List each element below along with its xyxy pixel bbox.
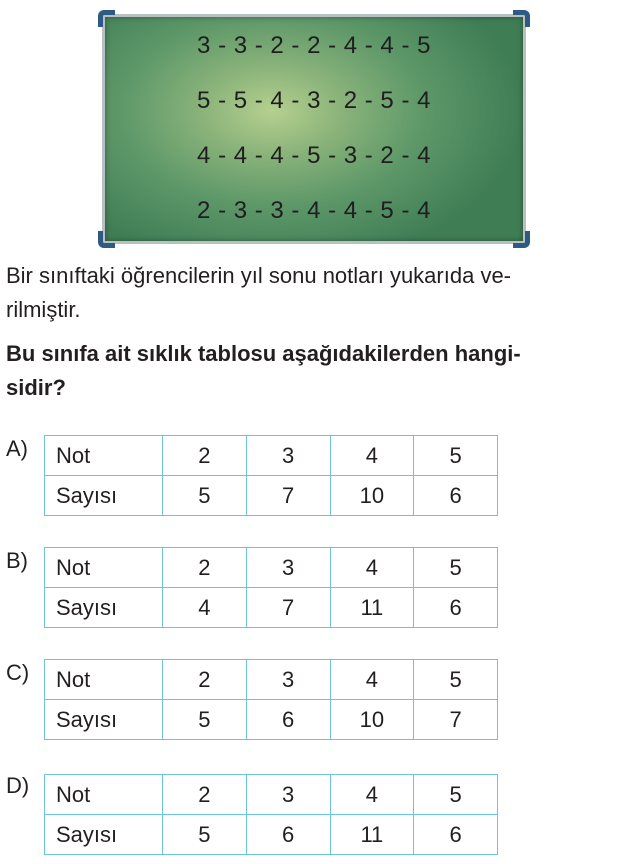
intro-line-2: rilmiştir. [6,297,81,322]
count-cell: 6 [246,815,330,855]
count-cell: 5 [163,700,247,740]
grade-cell: 3 [246,775,330,815]
board-line-4: 2 - 3 - 3 - 4 - 4 - 5 - 4 [197,197,431,224]
row-header-not: Not [45,775,163,815]
row-header-sayisi: Sayısı [45,476,163,516]
count-cell: 6 [414,588,498,628]
table-row-counts [45,815,498,855]
board-line-1: 3 - 3 - 2 - 2 - 4 - 4 - 5 [197,32,431,59]
option-c-table[interactable] [44,659,498,740]
count-cell: 5 [163,476,247,516]
grade-cell: 4 [330,660,414,700]
table-row-grades [45,436,498,476]
table-row-grades [45,660,498,700]
count-cell: 5 [163,815,247,855]
count-cell: 7 [414,700,498,740]
option-a-label[interactable]: A) [6,436,28,461]
board-corner-bottom-right [513,231,530,248]
table-row-counts [45,700,498,740]
row-header-not: Not [45,436,163,476]
row-header-not: Not [45,548,163,588]
question-line-2: sidir? [6,375,66,400]
table-row-grades [45,548,498,588]
option-c-label[interactable]: C) [6,660,30,685]
grade-cell: 5 [414,775,498,815]
grade-cell: 3 [246,436,330,476]
row-header-sayisi: Sayısı [45,815,163,855]
count-cell: 10 [330,476,414,516]
grade-cell: 3 [246,548,330,588]
grade-cell: 2 [163,775,247,815]
board-line-3: 4 - 4 - 4 - 5 - 3 - 2 - 4 [197,142,431,169]
board-line-2: 5 - 5 - 4 - 3 - 2 - 5 - 4 [197,87,431,114]
intro-text [6,259,621,327]
board-corner-bottom-left [98,231,115,248]
table-row-counts [45,588,498,628]
grade-cell: 4 [330,775,414,815]
row-header-sayisi: Sayısı [45,588,163,628]
option-a-table[interactable] [44,435,498,516]
count-cell: 11 [330,588,414,628]
option-d-label[interactable]: D) [6,773,30,798]
count-cell: 4 [163,588,247,628]
grade-cell: 2 [163,548,247,588]
option-b-table[interactable] [44,547,498,628]
row-header-sayisi: Sayısı [45,700,163,740]
grade-cell: 2 [163,660,247,700]
count-cell: 6 [414,476,498,516]
question-text [6,337,621,405]
table-row-grades [45,775,498,815]
grade-cell: 5 [414,660,498,700]
board-corner-top-left [98,10,115,27]
count-cell: 7 [246,588,330,628]
count-cell: 11 [330,815,414,855]
chalkboard [98,10,530,248]
grade-cell: 5 [414,436,498,476]
board-corner-top-right [513,10,530,27]
grade-cell: 5 [414,548,498,588]
grade-cell: 4 [330,548,414,588]
option-b-label[interactable]: B) [6,548,28,573]
question-line-1: Bu sınıfa ait sıklık tablosu aşağıdakilerden hangi- [6,341,521,366]
intro-line-1: Bir sınıftaki öğrencilerin yıl sonu notları yukarıda ve- [6,263,512,288]
count-cell: 7 [246,476,330,516]
grade-cell: 2 [163,436,247,476]
count-cell: 6 [414,815,498,855]
grade-cell: 4 [330,436,414,476]
option-d-table[interactable] [44,774,498,855]
table-row-counts [45,476,498,516]
grade-cell: 3 [246,660,330,700]
row-header-not: Not [45,660,163,700]
count-cell: 6 [246,700,330,740]
count-cell: 10 [330,700,414,740]
